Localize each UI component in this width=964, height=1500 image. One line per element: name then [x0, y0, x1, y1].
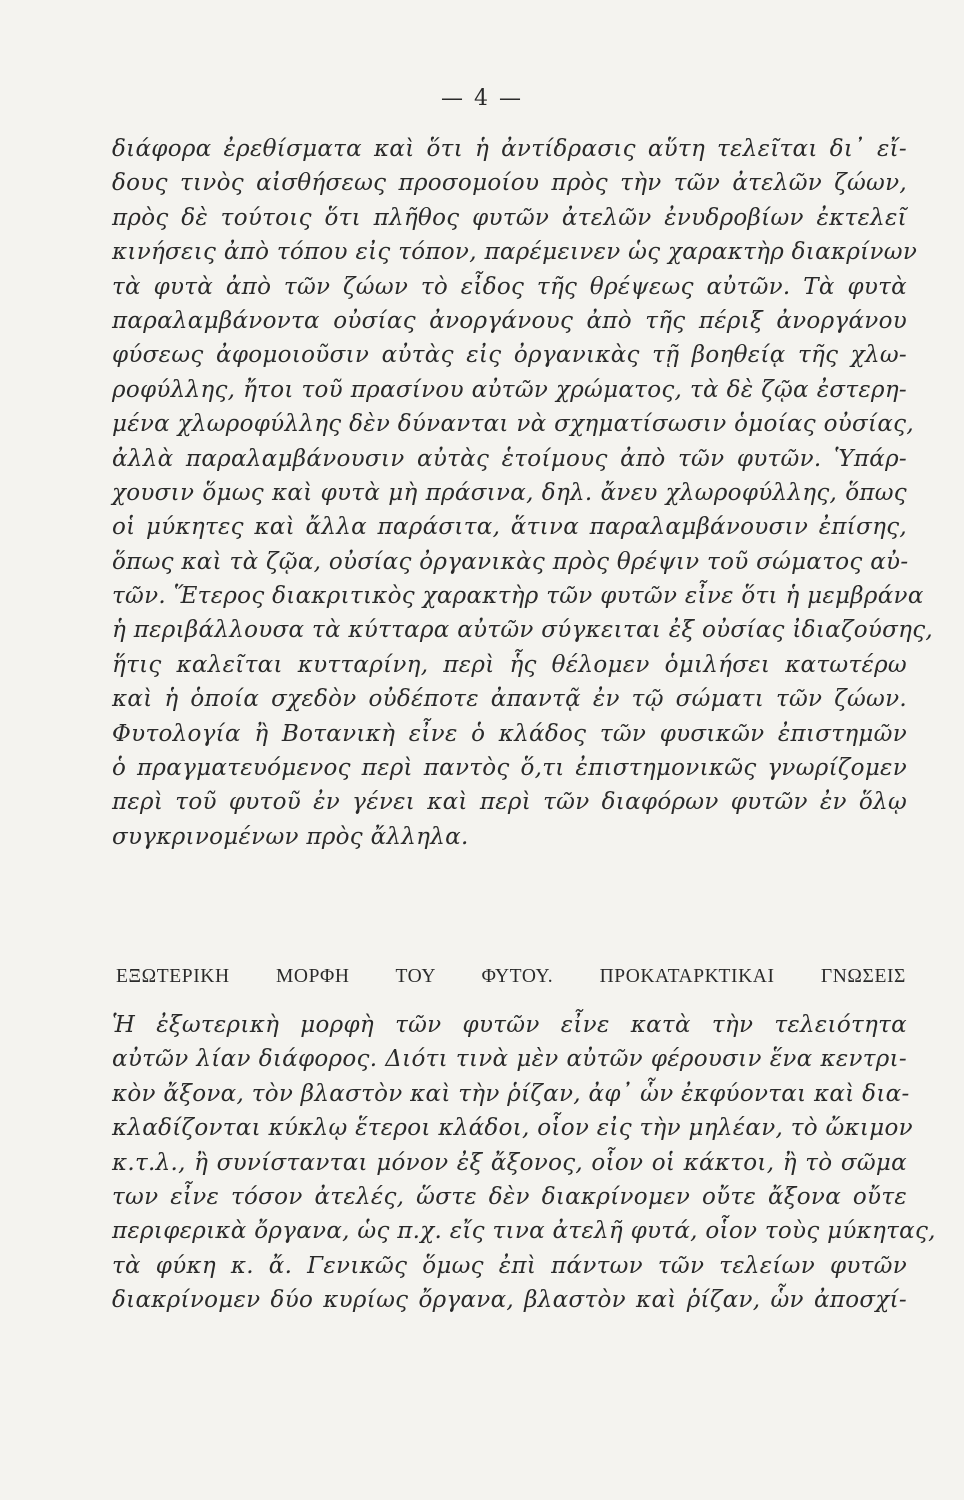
- paragraph-one: [112, 132, 934, 854]
- text-line: καὶ ἡ ὁποία σχεδὸν οὐδέποτε ἀπαντᾷ ἐν τῷ σώματι τῶν ζώων.: [112, 686, 907, 713]
- text-line: ἡ περιβάλλουσα τὰ κύτταρα αὐτῶν σύγκειται ἐξ οὐσίας ἰδιαζούσης,: [112, 617, 934, 644]
- text-line: διάφορα ἐρεθίσματα καὶ ὅτι ἡ ἀντίδρασις αὕτη τελεῖται δι᾽ εἴ-: [112, 136, 907, 162]
- text-line: των εἶνε τόσον ἀτελές, ὥστε δὲν διακρίνομεν οὔτε ἄξονα οὔτε: [112, 1183, 907, 1210]
- text-line: αὐτῶν λίαν διάφορος. Διότι τινὰ μὲν αὐτῶν φέρουσιν ἕνα κεντρι-: [112, 1046, 907, 1073]
- text-line: τὰ φύκη κ. ἄ. Γενικῶς ὅμως ἐπὶ πάντων τῶν τελείων φυτῶν: [112, 1252, 907, 1279]
- text-line: περιφερικὰ ὄργανα, ὡς π.χ. εἴς τινα ἀτελῆ φυτά, οἷον τοὺς μύκητας,: [112, 1218, 936, 1245]
- text-line: περὶ τοῦ φυτοῦ ἐν γένει καὶ περὶ τῶν διαφόρων φυτῶν ἐν ὅλῳ: [112, 789, 907, 816]
- text-line: τὰ φυτὰ ἀπὸ τῶν ζώων τὸ εἶδος τῆς θρέψεως αὐτῶν. Τὰ φυτὰ: [112, 273, 907, 300]
- text-line: μένα χλωροφύλλης δὲν δύνανται νὰ σχηματίσωσιν ὁμοίας οὐσίας,: [112, 411, 914, 438]
- text-line: Φυτολογία ἢ Βοτανικὴ εἶνε ὁ κλάδος τῶν φυσικῶν ἐπιστημῶν: [112, 720, 907, 747]
- text-line: συγκρινομένων πρὸς ἄλληλα.: [112, 823, 469, 850]
- text-line: ροφύλλης, ἤτοι τοῦ πρασίνου αὐτῶν χρώματος, τὰ δὲ ζῷα ἐστερη-: [112, 376, 907, 403]
- text-line: δους τινὸς αἰσθήσεως προσομοίου πρὸς τὴν τῶν ἀτελῶν ζώων,: [112, 170, 907, 197]
- section-heading: ΕΞΩΤΕΡΙΚΗ ΜΟΡΦΗ ΤΟΥ ΦΥΤΟΥ. ΠΡΟΚΑΤΑΡΚΤΙΚΑΙ ΓΝΩΣΕΙΣ: [116, 966, 906, 987]
- text-line: ὁ πραγματευόμενος περὶ παντὸς ὅ,τι ἐπιστημονικῶς γνωρίζομεν: [112, 755, 907, 782]
- text-line: κ.τ.λ., ἢ συνίστανται μόνον ἐξ ἄξονος, οἷον οἱ κάκτοι, ἢ τὸ σῶμα: [112, 1149, 907, 1176]
- text-line: πρὸς δὲ τούτοις ὅτι πλῆθος φυτῶν ἀτελῶν ἐνυδροβίων ἐκτελεῖ: [112, 204, 907, 231]
- text-line: ἀλλὰ παραλαμβάνουσιν αὐτὰς ἑτοίμους ἀπὸ τῶν φυτῶν. Ὑπάρ-: [112, 445, 907, 472]
- text-line: οἱ μύκητες καὶ ἄλλα παράσιτα, ἅτινα παραλαμβάνουσιν ἐπίσης,: [112, 514, 907, 541]
- text-line: κὸν ἄξονα, τὸν βλαστὸν καὶ τὴν ῥίζαν, ἀφ᾽ ὧν ἐκφύονται καὶ δια-: [112, 1080, 910, 1107]
- text-line: φύσεως ἀφομοιοῦσιν αὐτὰς εἰς ὀργανικὰς τῇ βοηθείᾳ τῆς χλω-: [112, 342, 907, 369]
- text-line: ἥτις καλεῖται κυτταρίνη, περὶ ἧς θέλομεν ὁμιλήσει κατωτέρω: [112, 651, 907, 678]
- text-line: χουσιν ὅμως καὶ φυτὰ μὴ πράσινα, δηλ. ἄνευ χλωροφύλλης, ὅπως: [112, 479, 907, 506]
- text-line: παραλαμβάνοντα οὐσίας ἀνοργάνους ἀπὸ τῆς πέριξ ἀνοργάνου: [112, 307, 907, 334]
- paragraph-two: [112, 1008, 936, 1318]
- text-line: διακρίνομεν δύο κυρίως ὄργανα, βλαστὸν καὶ ῥίζαν, ὧν ἀποσχί-: [112, 1287, 907, 1314]
- text-line: Ἡ ἐξωτερικὴ μορφὴ τῶν φυτῶν εἶνε κατὰ τὴν τελειότητα: [112, 1012, 907, 1038]
- text-line: τῶν. Ἕτερος διακριτικὸς χαρακτὴρ τῶν φυτῶν εἶνε ὅτι ἡ μεμβράνα: [112, 583, 924, 610]
- text-line: κλαδίζονται κύκλῳ ἕτεροι κλάδοι, οἷον εἰς τὴν μηλέαν, τὸ ὤκιμον: [112, 1115, 913, 1142]
- text-line: κινήσεις ἀπὸ τόπου εἰς τόπον, παρέμεινεν ὡς χαρακτὴρ διακρίνων: [112, 239, 918, 266]
- page-number: — 4 —: [441, 86, 523, 111]
- text-line: ὅπως καὶ τὰ ζῷα, οὐσίας ὀργανικὰς πρὸς θρέψιν τοῦ σώματος αὐ-: [112, 548, 909, 575]
